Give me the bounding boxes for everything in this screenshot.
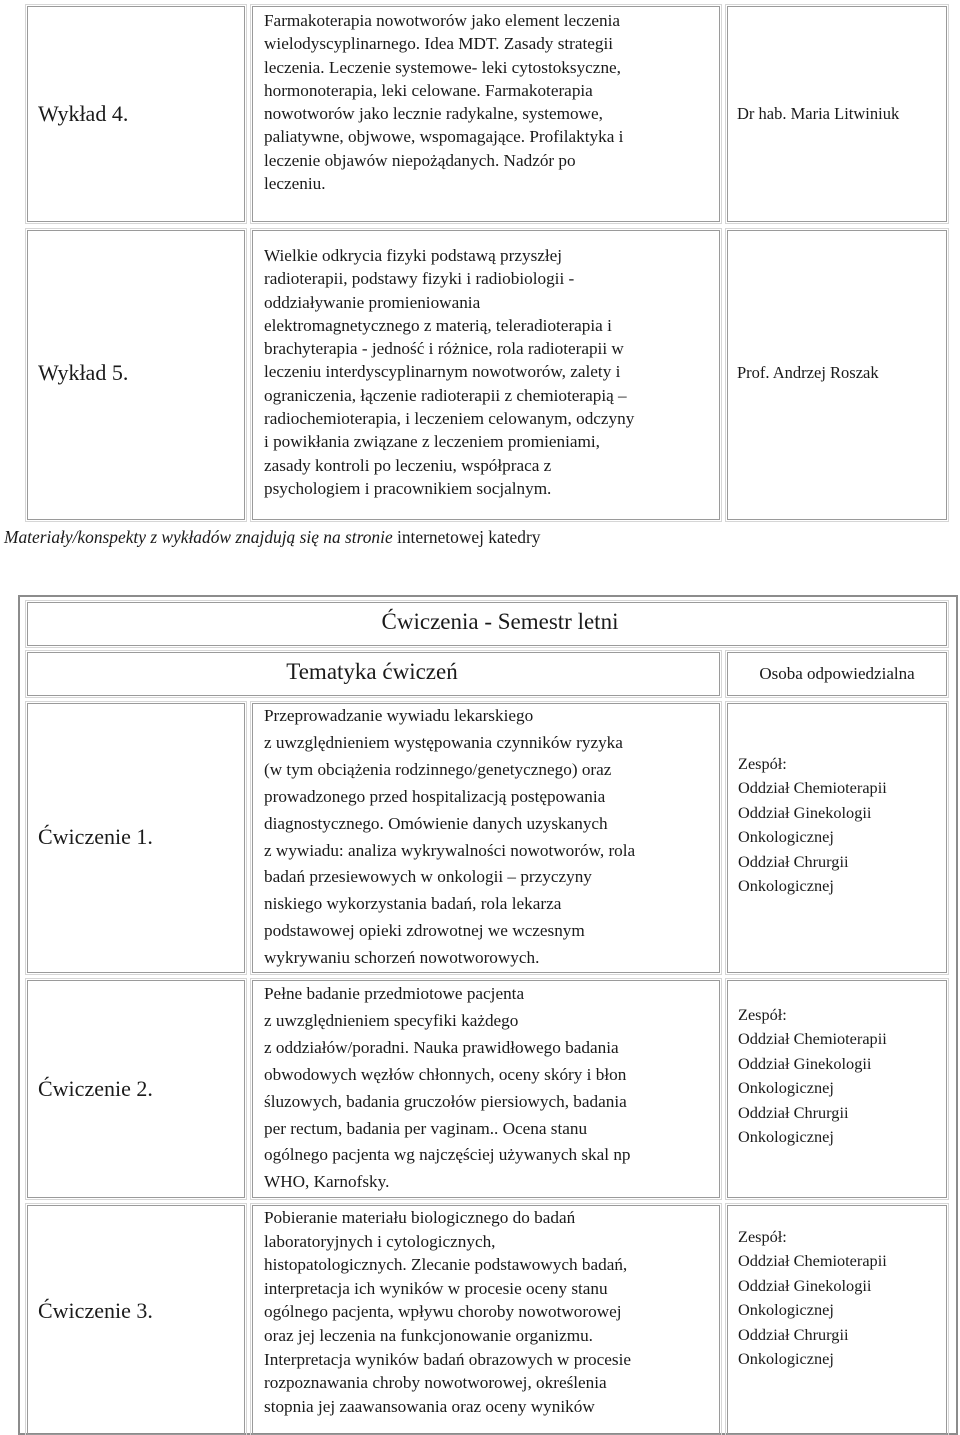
materials-note (4, 527, 540, 548)
exercise-topic: Pełne badanie przedmiotowe pacjenta z uwzględnieniem specyfiki każdego z oddziałów/poradni. Nauka prawidłowego badania obwodowych węzłów chłonnych, oceny skóry i błon śluzowych, badania gruczołów piersiowych, badania per rectum, badania per vaginam.. Ocena stanu ogólnego pacjenta wg najczęściej używanych skal np WHO, Karnofsky. (264, 984, 631, 1192)
lecture-person: Prof. Andrzej Roszak (737, 363, 879, 382)
exercise-topic: Pobieranie materiału biologicznego do badań laboratoryjnych i cytologicznych, histopatologicznych. Zlecanie podstawowych badań, interpretacja ich wyników w procesie oceny stanu ogólnego pacjenta, wpływu choroby nowotworowej oraz jej leczenia na funkcjonowanie organizmu. Interpretacja wyników badań obrazowych w procesie rozpoznawania chroby nowotworowej, określenia stopnia jej zaawansowania oraz oceny wyników (264, 1208, 631, 1416)
note-italic: Materiały/konspekty z wykładów znajdują się na stronie (4, 527, 393, 547)
exercise-responsible: Zespół: Oddział Chemioterapii Oddział Ginekologii Onkologicznej Oddział Chrurgii Onkologicznej (738, 1005, 887, 1147)
exercise-responsible: Zespół: Oddział Chemioterapii Oddział Ginekologii Onkologicznej Oddział Chrurgii Onkologicznej (738, 754, 887, 896)
lecture-topic: Wielkie odkrycia fizyki podstawą przyszłej radioterapii, podstawy fizyki i radiobiologii - oddziaływanie promieniowania elektromagnetycznego z materią, teleradioterapia i brachyterapia - jedność i różnice, rola radioterapii w leczeniu interdyscyplinarnym nowotworów, zalety i ograniczenia, łączenie radioterapii z chemioterapią – radiochemioterapia, i leczeniem celowanym, odczyny i powikłania związane z leczeniem promieniami, zasady kontroli po leczeniu, współpraca z psychologiem i pracownikiem socjalnym. (264, 246, 635, 498)
lecture-label: Wykład 5. (38, 360, 129, 385)
exercise-responsible: Zespół: Oddział Chemioterapii Oddział Ginekologii Onkologicznej Oddział Chrurgii Onkologicznej (738, 1227, 887, 1369)
exercise-topic: Przeprowadzanie wywiadu lekarskiego z uwzględnieniem występowania czynników ryzyka (w tym obciążenia rodzinnego/genetycznego) oraz prowadzonego przed hospitalizacją postępowania diagnostycznego. Omówienie danych uzyskanych z wywiadu: analiza wykrywalności nowotworów, rola badań przesiewowych w onkologii – przyczyny niskiego wykorzystania badań, rola lekarza podstawowej opieki zdrowotnej we wczesnym wykrywaniu schorzeń nowotworowych. (264, 706, 636, 968)
exercise-label: Ćwiczenie 2. (38, 1076, 153, 1101)
exercise-label: Ćwiczenie 1. (38, 824, 153, 849)
lecture-topic: Farmakoterapia nowotworów jako element leczenia wielodyscyplinarnego. Idea MDT. Zasady strategii leczenia. Leczenie systemowe- leki cytostoksyczne, hormonoterapia, leki celowane. Farmakoterapia nowotworów jako lecznie radykalne, systemowe, paliatywne, objwowe, wspomagające. Profilaktyka i leczenie objawów niepożądanych. Nadzór po leczeniu. (264, 11, 624, 194)
exercise-label: Ćwiczenie 3. (38, 1298, 153, 1323)
lecture-person: Dr hab. Maria Litwiniuk (737, 104, 900, 123)
person-column-header: Osoba odpowiedzialna (759, 664, 915, 683)
note-regular: internetowej katedry (392, 527, 541, 547)
topic-column-header: Tematyka ćwiczeń (286, 659, 458, 684)
exercises-title: Ćwiczenia - Semestr letni (381, 609, 619, 634)
lecture-label: Wykład 4. (38, 101, 129, 126)
